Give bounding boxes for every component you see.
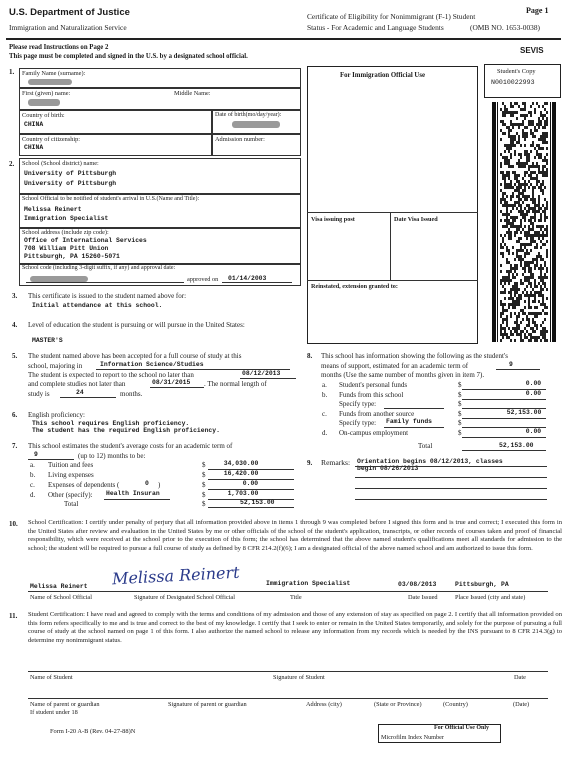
support-specify-line — [384, 408, 444, 409]
support-item-label: Specify type: — [339, 400, 377, 408]
support-item-amount: 0.00 — [525, 390, 542, 397]
official-box-line-2 — [307, 280, 478, 281]
support-item-label: Funds from another source — [339, 410, 415, 418]
cost-item-amount: 34,030.00 — [223, 460, 259, 467]
section-7-line-2: (up to 12) months to be: — [78, 452, 146, 460]
admission-label: Admission number: — [215, 136, 265, 143]
sevis-copy-label: Student's Copy — [497, 68, 536, 75]
section-6-label: English proficiency: — [28, 411, 85, 419]
section-7-term-line — [28, 459, 74, 460]
section-5-line-3: The student is expected to report to the school no later than — [28, 371, 194, 379]
student-lbl-date: Date — [514, 674, 526, 681]
redacted-dob — [232, 121, 280, 128]
family-name-label: Family Name (surname): — [22, 70, 86, 77]
school-address-label: School address (include zip code): — [22, 229, 109, 236]
school-name-value-2: University of Pittsburgh — [24, 180, 117, 187]
country-birth-value: CHINA — [24, 121, 44, 128]
section-8-term-months: 9 — [509, 361, 513, 368]
cert-lbl-place: Place Issued (city and state) — [455, 594, 526, 601]
section-7-total-currency: $ — [202, 500, 206, 508]
support-item-letter: d. — [322, 429, 328, 437]
section-7-total-label: Total — [64, 500, 79, 508]
school-certification-text: School Certification: I certify under penalty of perjury that all information provided above in items 1 through 9 was completed before I signed this form and is true and correct; I executed this form in the United States after review and evaluation in the United States by me or other officials of the school of the student's application, transcripts, or other records of courses taken and proof of financial responsibility, which were received at the school prior to the execution of this form; the school has determined that the above named student's qualifications meet all standards for admission to the school; the student will be required to pursue a full course of study as defined by 8 CFR 214.2(f)(6); I am a designated official of the above named school and am authorized to issue this form. — [28, 519, 562, 553]
remarks-line-1: Orientation begins 08/12/2013, classes — [357, 458, 503, 465]
section-7-term-months: 9 — [34, 451, 38, 458]
report-date-line — [240, 378, 296, 379]
school-name-label: School (School district) name: — [22, 160, 99, 167]
remarks-label: Remarks: — [321, 458, 351, 467]
cost-item-label-end: ) — [158, 481, 161, 489]
cert-date-issued: 03/08/2013 — [398, 581, 437, 588]
section-1-number: 1. — [9, 68, 15, 76]
school-address-1: Office of International Services — [24, 237, 147, 244]
cost-item-extra-line — [104, 499, 170, 500]
parent-lbl-address: Address (city) — [306, 701, 342, 708]
support-item-line — [462, 418, 546, 419]
section-3-value: Initial attendance at this school. — [32, 302, 163, 309]
study-months-value: 24 — [76, 389, 84, 396]
approved-on-line — [222, 282, 292, 283]
approved-on-value: 01/14/2003 — [228, 275, 267, 282]
agency-name: U.S. Department of Justice — [9, 7, 130, 18]
school-name-value-1: University of Pittsburgh — [24, 170, 117, 177]
cert-place-issued: Pittsburgh, PA — [455, 581, 509, 588]
section-10-number: 10. — [9, 520, 18, 528]
support-item-line — [462, 437, 546, 438]
complete-date-value: 08/31/2015 — [152, 379, 191, 386]
section-8-number: 8. — [307, 352, 313, 360]
cost-item-letter: c. — [30, 481, 35, 489]
support-item-line — [462, 399, 546, 400]
service-name: Immigration and Naturalization Service — [9, 23, 127, 32]
cost-item-amount: 16,420.00 — [223, 470, 259, 477]
school-official-signature: Melissa Reinert — [111, 562, 240, 589]
section-8-total-label: Total — [418, 442, 433, 450]
section-8-line-1: This school has information showing the following as the student's — [321, 352, 508, 360]
school-address-2: 708 William Pitt Union — [24, 245, 109, 252]
school-address-3: Pittsburgh, PA 15260-5071 — [24, 253, 120, 260]
cost-item-extra: Health Insuran — [106, 490, 160, 497]
support-item-amount: 0.00 — [525, 428, 542, 435]
school-official-title: Immigration Specialist — [24, 215, 109, 222]
support-item-amount: 52,153.00 — [506, 409, 542, 416]
cert-official-name: Melissa Reinert — [30, 583, 88, 590]
cert-lbl-name: Name of School Official — [30, 594, 92, 601]
student-certification-text: Student Certification: I have read and agreed to comply with the terms and conditions of my admission and those of any extension of stay as specified on page 2. I certify that all information provided on this form refers specifically to me and is true and correct to the best of my knowledge. I certify that I seek to enter or remain in the United States temporarily, and solely for the purpose of pursuing a full course of study at the school named on page 1 of this form. I also authorize the named school to release any information from my records which is needed by the INS pursuant to 8 CFR 214.3(g) to determine my nonimmigrant status. — [28, 611, 562, 645]
section-3-number: 3. — [12, 292, 18, 300]
redacted-first-name — [28, 99, 60, 106]
cost-item-letter: a. — [30, 461, 35, 469]
major-value: Information Science/Studies — [100, 361, 204, 368]
parent-lbl-state: (State or Province) — [374, 701, 422, 708]
official-use-title: For Immigration Official Use — [340, 72, 426, 79]
section-5-number: 5. — [12, 352, 18, 360]
complete-date-line — [150, 387, 204, 388]
section-8-term-line — [496, 369, 540, 370]
parent-lbl-under18: If student under 18 — [30, 709, 78, 716]
remarks-line-2: begin 08/26/2013 — [357, 465, 419, 472]
cert-lbl-date: Date Issued — [408, 594, 438, 601]
support-item-letter: a. — [322, 381, 327, 389]
support-item-currency: $ — [458, 381, 462, 389]
country-citizenship-value: CHINA — [24, 144, 44, 151]
parent-lbl-signature: Signature of parent or guardian — [168, 701, 247, 708]
support-item-currency: $ — [458, 400, 462, 408]
section-4-value: MASTER'S — [32, 337, 63, 344]
school-code-line — [26, 282, 184, 283]
section-9-number: 9. — [307, 459, 313, 467]
support-item-extra: Family funds — [386, 418, 433, 425]
school-code-label: School code (including 3-digit suffix, if any) and approval date: — [22, 265, 176, 271]
cost-item-label: Tuition and fees — [48, 461, 94, 469]
section-5-line-4-post: . The normal length of — [204, 380, 267, 388]
support-item-letter: c. — [322, 410, 327, 418]
english-proficiency-2: The student has the required English proficiency. — [32, 427, 220, 434]
parent-lbl-date: (Date) — [513, 701, 530, 708]
cert-signature-line — [28, 591, 548, 592]
section-7-line-1: This school estimates the student's average costs for an academic term of — [28, 442, 233, 450]
support-item-currency: $ — [458, 410, 462, 418]
cost-item-amount: 1,703.00 — [227, 490, 259, 497]
first-name-label: First (given) name: — [22, 90, 71, 97]
school-official-name: Melissa Reinert — [24, 206, 82, 213]
country-citizenship-label: Country of citizenship: — [22, 136, 81, 143]
cert-lbl-signature: Signature of Designated School Official — [134, 594, 235, 601]
cost-item-label: Living expenses — [48, 471, 94, 479]
parent-lbl-name: Name of parent or guardian — [30, 701, 100, 708]
form-id: Form I-20 A-B (Rev. 04-27-88)N — [50, 728, 136, 735]
section-5-line-1: The student named above has been accepted for a full course of study at this — [28, 352, 242, 360]
omb-number: (OMB NO. 1653-0038) — [470, 23, 541, 32]
remarks-rule-2 — [355, 477, 547, 478]
support-item-currency: $ — [458, 429, 462, 437]
section-7-total-amount: 52,153.00 — [240, 499, 275, 506]
cost-item-currency: $ — [202, 481, 206, 489]
section-8-line-3: months (Use the same number of months given in item 7). — [321, 371, 485, 379]
reinstated-label: Reinstated, extension granted to: — [311, 283, 398, 290]
support-item-label: On-campus employment — [339, 429, 409, 437]
official-box-divider — [390, 212, 391, 280]
remarks-rule-3 — [355, 488, 547, 489]
header-divider — [6, 38, 561, 40]
approved-on-label: approved on — [187, 276, 219, 283]
support-item-label: Specify type: — [339, 419, 377, 427]
remarks-rule-1 — [355, 466, 547, 467]
dob-label: Date of birth(mo/day/year): — [215, 112, 282, 118]
remarks-rule-4 — [355, 499, 547, 500]
section-8-line-2: means of support, estimated for an academic term of — [321, 362, 469, 370]
support-item-label: Funds from this school — [339, 391, 404, 399]
cost-item-currency: $ — [202, 461, 206, 469]
sevis-title: SEVIS — [520, 46, 544, 55]
middle-name-label: Middle Name: — [174, 90, 211, 97]
cert-official-title: Immigration Specialist — [266, 580, 351, 587]
section-11-number: 11. — [9, 612, 18, 620]
cost-item-amount: 0.00 — [242, 480, 259, 487]
parent-lbl-country: (Country) — [443, 701, 468, 708]
section-8-total-amount: 52,153.00 — [499, 442, 534, 449]
support-item-currency: $ — [458, 419, 462, 427]
cost-item-currency: $ — [202, 491, 206, 499]
section-4-text: Level of education the student is pursuing or will pursue in the United States: — [28, 321, 245, 329]
parent-signature-line — [28, 698, 548, 699]
cost-item-label: Other (specify): — [48, 491, 93, 499]
report-date-value: 08/12/2013 — [242, 370, 281, 377]
student-signature-line — [28, 671, 548, 672]
sevis-2d-barcode — [490, 102, 558, 342]
school-official-label: School Official to be notified of student's arrival in U.S.(Name and Title): — [22, 196, 200, 202]
section-2-number: 2. — [9, 160, 15, 168]
student-lbl-signature: Signature of Student — [273, 674, 325, 681]
section-5-line-2: school, majoring in — [28, 362, 83, 370]
support-specify-line — [384, 427, 444, 428]
form-title-1: Certificate of Eligibility for Nonimmigrant (F-1) Student — [307, 12, 476, 21]
immigration-official-box — [307, 66, 478, 344]
visa-issuing-post-label: Visa issuing post — [311, 216, 355, 223]
section-5-line-4: and complete studies not later than — [28, 380, 126, 388]
redacted-family-name — [28, 79, 72, 85]
form-title-2: Status - For Academic and Language Students — [307, 23, 444, 32]
section-6-number: 6. — [12, 411, 18, 419]
support-item-label: Student's personal funds — [339, 381, 408, 389]
cost-item-letter: d. — [30, 491, 36, 499]
support-item-currency: $ — [458, 391, 462, 399]
country-birth-label: Country of birth: — [22, 112, 65, 119]
study-months-line — [60, 397, 116, 398]
cost-item-currency: $ — [202, 471, 206, 479]
section-7-total-line — [208, 507, 294, 508]
sevis-number: N0010022993 — [491, 79, 535, 86]
cost-item-letter: b. — [30, 471, 36, 479]
instruction-2: This page must be completed and signed in the U.S. by a designated school official. — [9, 53, 248, 60]
cert-lbl-title: Title — [290, 594, 302, 601]
support-item-amount: 0.00 — [525, 380, 542, 387]
support-item-letter: b. — [322, 391, 328, 399]
section-8-total-line — [462, 450, 546, 451]
section-4-number: 4. — [12, 321, 18, 329]
microfilm-label: Microfilm Index Number — [381, 734, 444, 741]
english-proficiency-1: This school requires English proficiency. — [32, 420, 190, 427]
student-lbl-name: Name of Student — [30, 674, 73, 681]
cost-item-extra: 0 — [145, 480, 149, 487]
instruction-1: Please read Instructions on Page 2 — [9, 44, 109, 51]
page-number: Page 1 — [526, 6, 549, 15]
date-visa-issued-label: Date Visa Issued — [394, 216, 438, 223]
official-box-line-1 — [307, 212, 478, 213]
cost-item-label: Expenses of dependents ( — [48, 481, 120, 489]
section-5-line-5-post: months. — [120, 390, 143, 398]
section-7-number: 7. — [12, 442, 18, 450]
official-use-only-label: For Official Use Only — [434, 725, 490, 731]
section-5-line-5: study is — [28, 390, 50, 398]
section-3-text: This certificate is issued to the student named above for: — [28, 292, 187, 300]
